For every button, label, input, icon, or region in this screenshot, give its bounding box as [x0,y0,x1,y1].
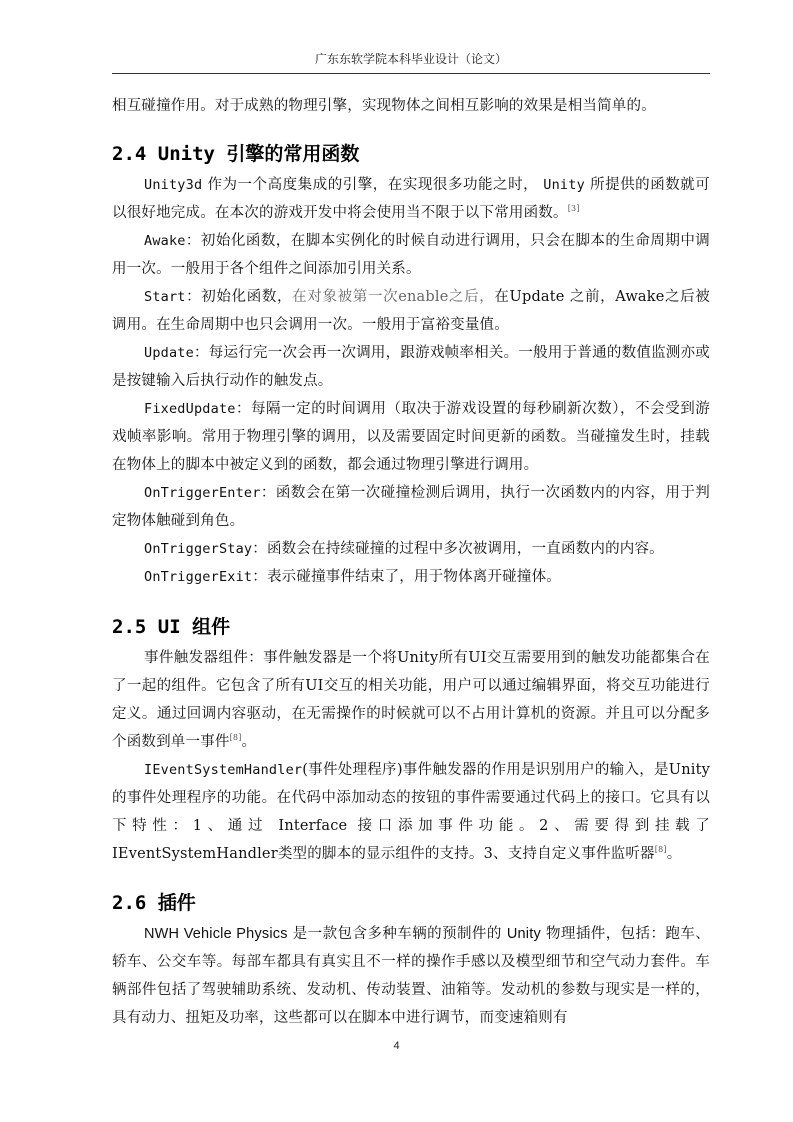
paragraph-start: Start：初始化函数，在对象被第一次enable之后，在Update 之前，Awake之后被调用。在生命周期中也只会调用一次。一般用于富裕变量值。 [112,289,710,333]
citation-ref[interactable]: [8] [654,845,667,855]
paragraph-event-trigger: 事件触发器组件：事件触发器是一个将Unity所有UI交互需要用到的触发功能都集合在了一起的组件。它包含了所有UI交互的相关功能，用户可以通过编辑界面，将交互功能进行定义。通过回调内容驱动，在无需操作的时候就可以不占用计算机的资源。并且可以分配多个函数到单一事件[8]。 [112,650,710,750]
paragraph-plugin: NWH Vehicle Physics 是一款包含多种车辆的预制件的 Unity 物理插件，包括：跑车、轿车、公交车等。每部车都具有真实且不一样的操作手感以及模型细节和空气动力套件。车辆部件包括了驾驶辅助系统、发动机、传动装置、油箱等。发动机的参数与现实是一样的，具有动力、扭矩及功率，这些都可以在脚本中进行调节，而变速箱则有 [112,926,710,1026]
page-number: 4 [393,1040,400,1052]
section-heading-2-6: 2.6 插件 [112,892,196,914]
intro-paragraph: 相互碰撞作用。对于成熟的物理引擎，实现物体之间相互影响的效果是相当简单的。 [112,98,656,114]
paragraph-event-handler: IEventSystemHandler(事件处理程序)事件触发器的作用是识别用户的输入，是Unity的事件处理程序的功能。在代码中添加动态的按钮的事件需要通过代码上的接口。它具有以下特性：1、通过 Interface 接口添加事件功能。2、需要得到挂载了IEventSystemHandler类型的脚本的显示组件的支持。3、支持自定义事件监听器[8]。 [112,762,710,862]
document-body [112,92,710,1032]
paragraph-ontriggerexit: OnTriggerExit：表示碰撞事件结束了，用于物体离开碰撞体。 [144,569,561,585]
paragraph-update: Update：每运行完一次会再一次调用，跟游戏帧率相关。一般用于普通的数值监测亦或是按键输入后执行动作的触发点。 [112,345,710,389]
paragraph-ontriggerstay: OnTriggerStay：函数会在持续碰撞的过程中多次被调用，一直函数内的内容。 [144,541,664,557]
section-heading-2-4: 2.4 Unity 引擎的常用函数 [112,143,360,165]
citation-ref[interactable]: [8] [229,733,242,743]
header-divider [112,73,710,74]
page-header: 广东东软学院本科毕业设计（论文） [314,52,507,66]
paragraph-ontriggerenter: OnTriggerEnter：函数会在第一次碰撞检测后调用，执行一次函数内的内容，用于判定物体触碰到角色。 [112,485,710,529]
citation-ref[interactable]: [3] [567,204,580,214]
paragraph-unity3d: Unity3d 作为一个高度集成的引擎，在实现很多功能之时， Unity 所提供的函数就可以很好地完成。在本次的游戏开发中将会使用当不限于以下常用函数。[3] [112,177,710,221]
paragraph-fixedupdate: FixedUpdate：每隔一定的时间调用（取决于游戏设置的每秒刷新次数），不会受到游戏帧率影响。常用于物理引擎的调用，以及需要固定时间更新的函数。当碰撞发生时，挂载在物体上的脚本中被定义到的函数，都会通过物理引擎进行调用。 [112,401,710,473]
paragraph-awake: Awake：初始化函数，在脚本实例化的时候自动进行调用，只会在脚本的生命周期中调用一次。一般用于各个组件之间添加引用关系。 [112,233,710,277]
section-heading-2-5: 2.5 UI 组件 [112,616,231,638]
